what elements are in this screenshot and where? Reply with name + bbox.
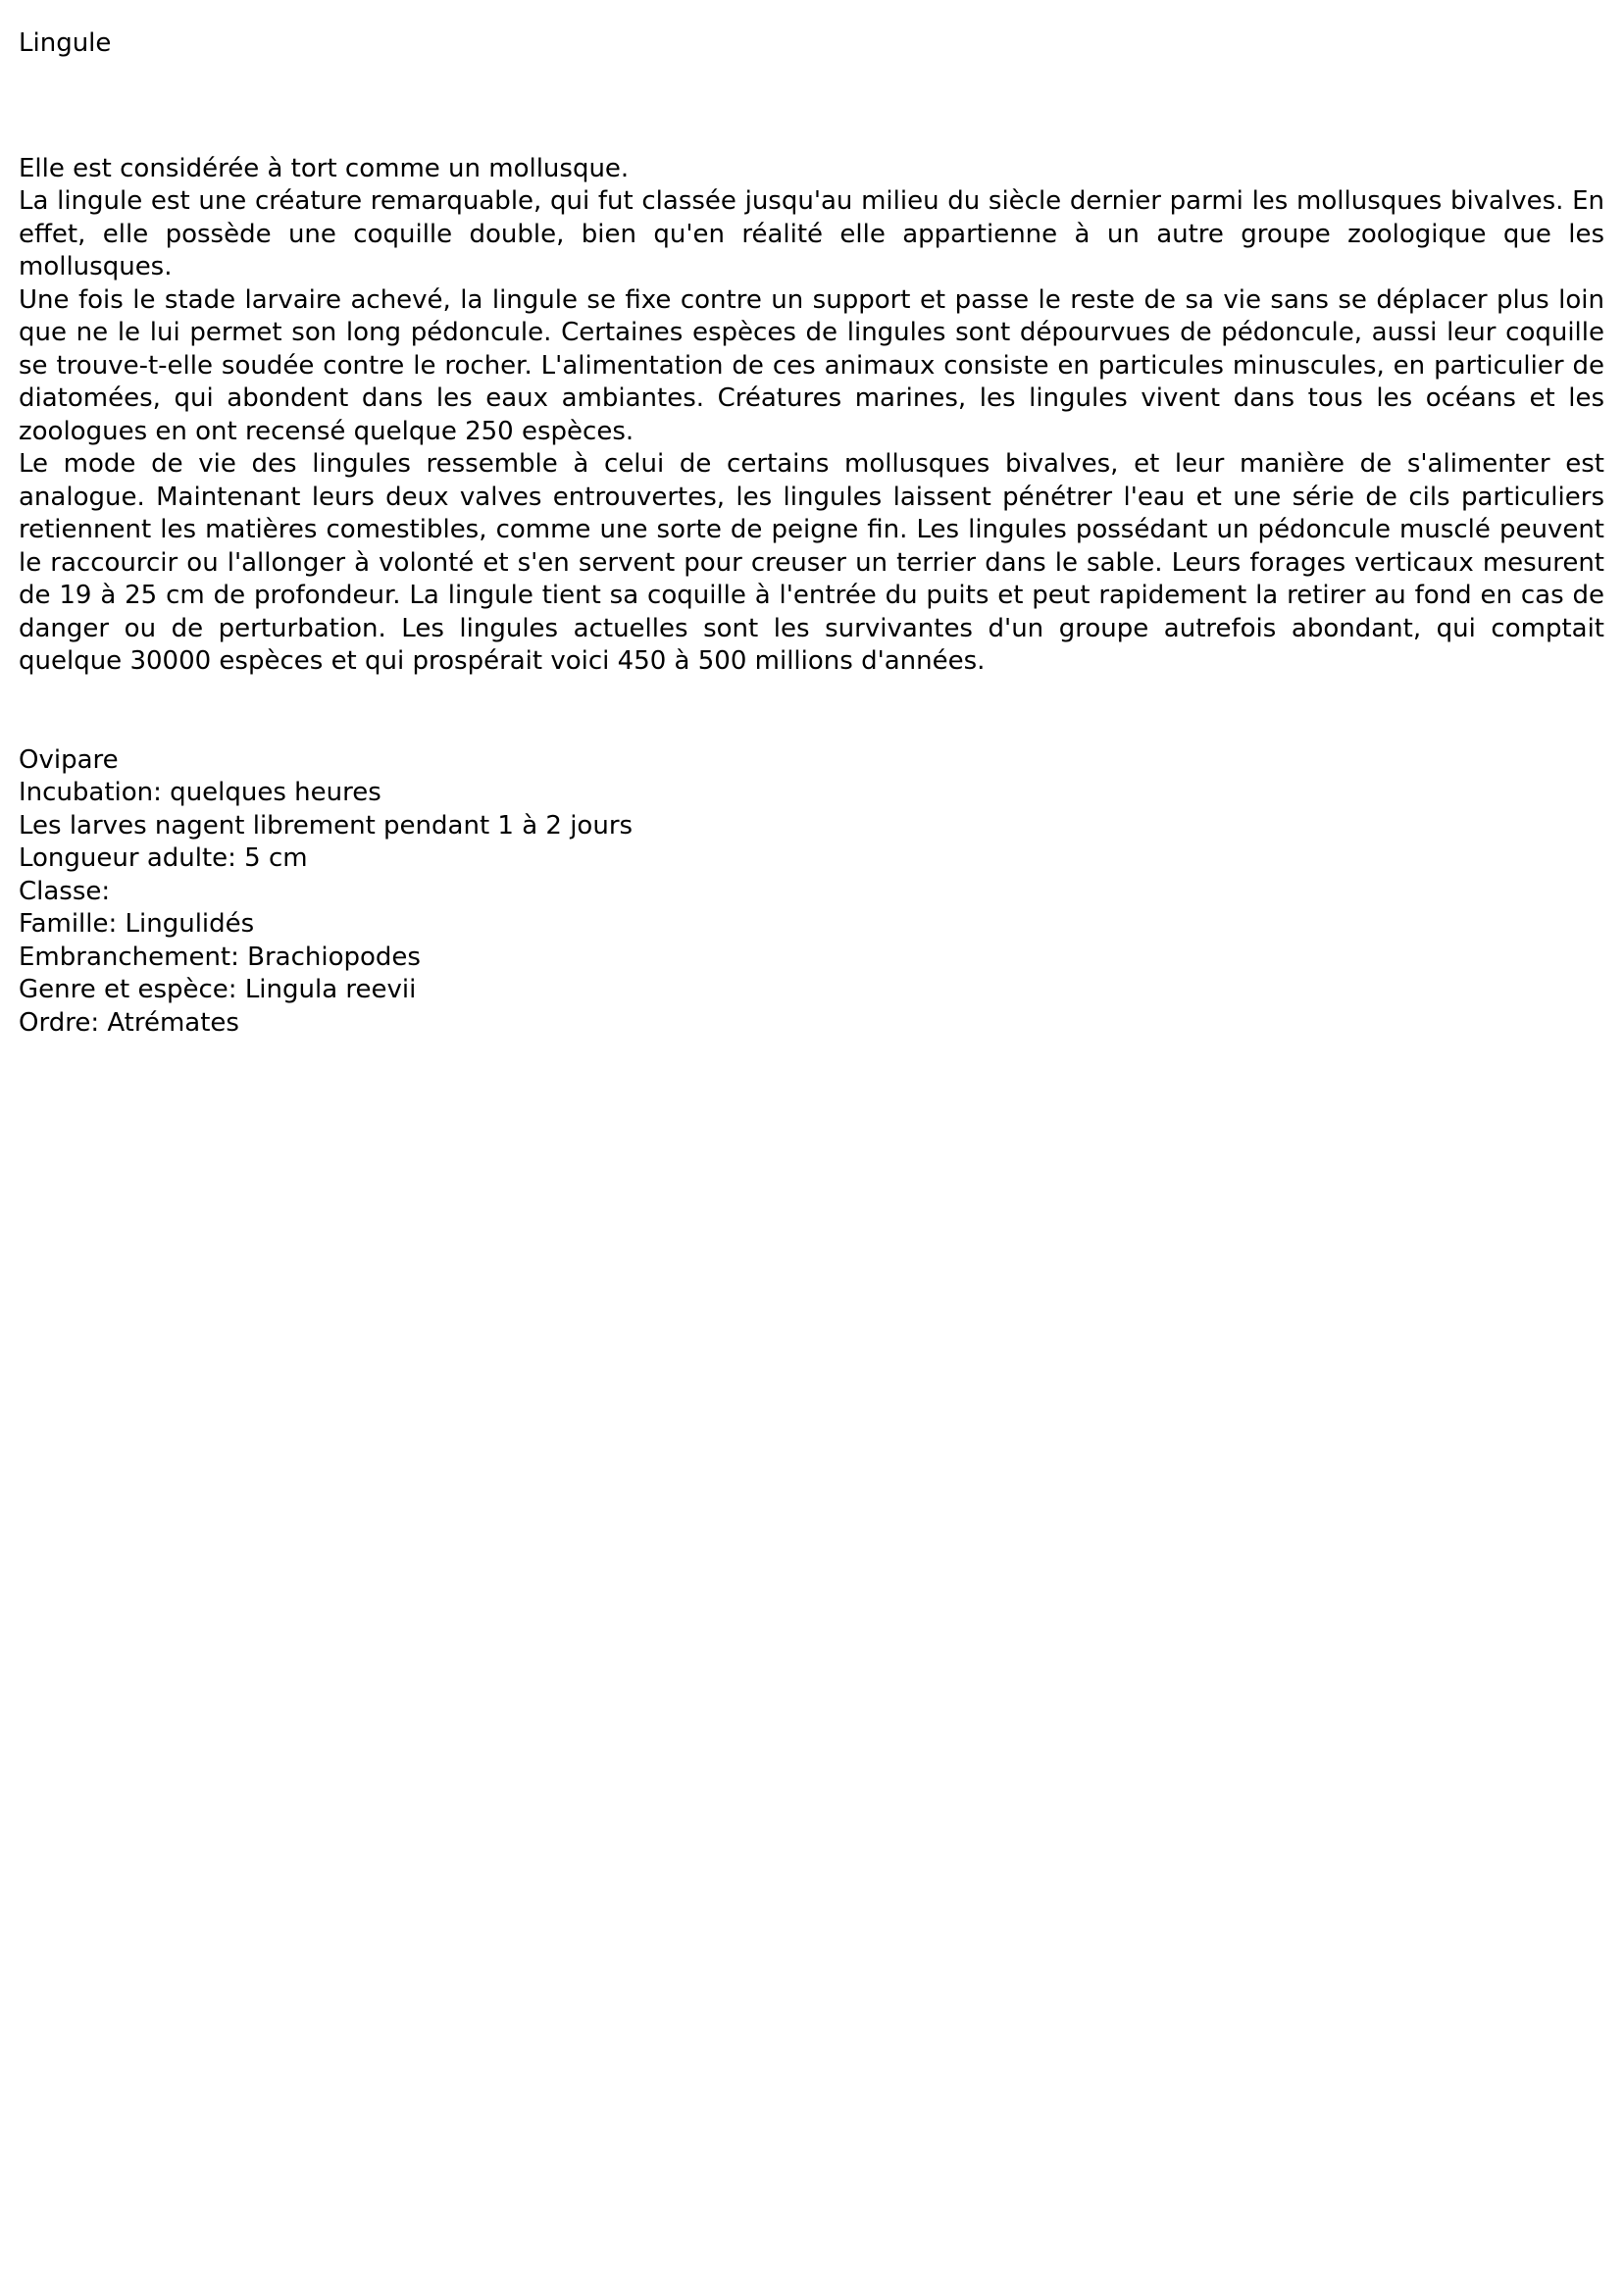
body-paragraph: Le mode de vie des lingules ressemble à celui de certains mollusques bivalves, et leur manière de s'alimenter est analogue. Maintenant leurs deux valves entrouvertes, les lingules laissent pénétrer l'eau et une série de cils particuliers retiennent les matières comestibles, comme une sorte de peigne fin. Les lingules possédant un pédoncule musclé peuvent le raccourcir ou l'allonger à volonté et s'en servent pour creuser un terrier dans le sable. Leurs forages verticaux mesurent de 19 à 25 cm de profondeur. La lingule tient sa coquille à l'entrée du puits et peut rapidement la retirer au fond en cas de danger ou de perturbation. Les lingules actuelles sont les survivantes d'un groupe autrefois abondant, qui comptait quelque 30000 espèces et qui prospérait voici 450 à 500 millions d'années. xyxy=(19,449,1604,676)
fact-reproduction: Ovipare xyxy=(19,744,119,775)
fact-class: Classe: xyxy=(19,876,111,906)
fact-larvae: Les larves nagent librement pendant 1 à 2 jours xyxy=(19,810,634,841)
body-paragraph: Une fois le stade larvaire achevé, la lingule se fixe contre un support et passe le reste de sa vie sans se déplacer plus loin que ne le lui permet son long pédoncule. Certaines espèces de lingules sont dépourvues de pédoncule, aussi leur coquille se trouve-t-elle soudée contre le rocher. L'alimentation de ces animaux consiste en particules minuscules, en particulier de diatomées, qui abondent dans les eaux ambiantes. Créatures marines, les lingules vivent dans tous les océans et les zoologues en ont recensé quelque 250 espèces. xyxy=(19,284,1604,446)
fact-incubation: Incubation: quelques heures xyxy=(19,778,381,807)
body-paragraph: La lingule est une créature remarquable, qui fut classée jusqu'au milieu du siècle dernier parmi les mollusques bivalves. En effet, elle possède une coquille double, bien qu'en réalité elle appartienne à un autre groupe zoologique que les mollusques. xyxy=(19,186,1604,281)
fact-order: Ordre: Atrémates xyxy=(19,1007,239,1038)
description-section xyxy=(19,153,1604,679)
fact-adult-length: Longueur adulte: 5 cm xyxy=(19,843,308,873)
fact-genus-species: Genre et espèce: Lingula reevii xyxy=(19,975,417,1004)
intro-paragraph: Elle est considérée à tort comme un mollusque. xyxy=(19,153,630,183)
fact-family: Famille: Lingulidés xyxy=(19,909,255,939)
fact-phylum: Embranchement: Brachiopodes xyxy=(19,942,421,972)
document-page xyxy=(19,27,1604,1040)
document-title: Lingule xyxy=(19,28,112,58)
facts-list xyxy=(19,744,1604,1041)
